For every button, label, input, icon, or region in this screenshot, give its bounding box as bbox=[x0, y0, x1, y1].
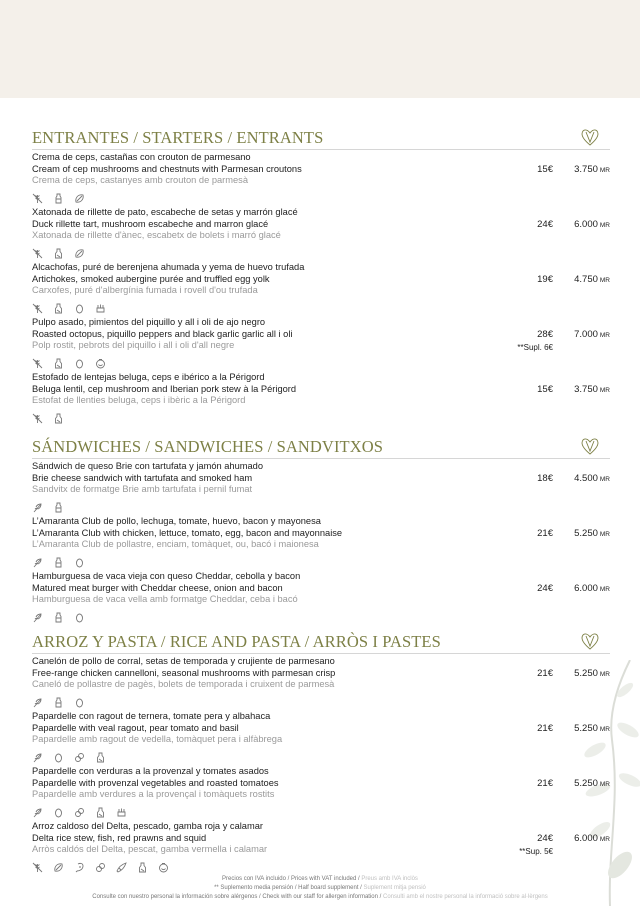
dish-name-en: Papardelle with provenzal vegetables and roasted tomatoes bbox=[32, 777, 279, 788]
allergen-icons bbox=[32, 358, 106, 370]
dish-name-ca: L’Amaranta Club de pollastre, enciam, tomàquet, ou, bacó i maionesa bbox=[32, 539, 319, 550]
menu-section bbox=[32, 437, 610, 626]
price: 21€ bbox=[537, 778, 553, 789]
gluten-icon bbox=[32, 557, 43, 568]
allergen-icons bbox=[32, 697, 85, 709]
gluten-crossed-icon bbox=[32, 862, 43, 873]
footer bbox=[0, 875, 640, 902]
mr-points bbox=[574, 219, 610, 232]
dish-name-en: Duck rillette tart, mushroom escabeche and marron glacé bbox=[32, 218, 269, 229]
allergen-icons bbox=[32, 303, 106, 315]
mr-value: 6.000 bbox=[574, 219, 598, 230]
price: 21€ bbox=[537, 668, 553, 679]
dish-name-en: Delta rice stew, fish, red prawns and squid bbox=[32, 832, 207, 843]
soy-icon bbox=[95, 862, 106, 873]
sulphites-icon bbox=[53, 303, 64, 314]
dish-name-es: L’Amaranta Club de pollo, lechuga, tomate, huevo, bacon y mayonesa bbox=[32, 516, 321, 526]
dish-name-ca: Xatonada de rillette d'ànec, escabetx de bolets i marró glacé bbox=[32, 230, 281, 241]
gluten-crossed-icon bbox=[32, 413, 43, 424]
mr-unit: MR bbox=[599, 531, 610, 538]
menu-item bbox=[32, 656, 610, 711]
dish-name-ca: Sandvitx de formatge Brie amb tartufata i pernil fumat bbox=[32, 484, 253, 495]
celery-icon bbox=[95, 303, 106, 314]
egg-icon bbox=[74, 303, 85, 314]
dish-name-es: Papardelle con verduras a la provenzal y tomates asados bbox=[32, 766, 269, 776]
mr-unit: MR bbox=[599, 586, 610, 593]
soy-icon bbox=[74, 807, 85, 818]
price: 21€ bbox=[537, 723, 553, 734]
price: 24€ bbox=[537, 583, 553, 594]
egg-icon bbox=[74, 612, 85, 623]
price: 19€ bbox=[537, 274, 553, 285]
mr-points bbox=[574, 778, 610, 791]
dish-name-es: Hamburguesa de vaca vieja con queso Cheddar, cebolla y bacon bbox=[32, 571, 301, 581]
dish-name-es: Pulpo asado, pimientos del piquillo y all i oli de ajo negro bbox=[32, 317, 266, 327]
dairy-icon bbox=[53, 557, 64, 568]
nuts-icon bbox=[53, 862, 64, 873]
dish-name-es: Estofado de lentejas beluga, ceps e ibérico a la Périgord bbox=[32, 372, 265, 382]
dish-name-ca: Carxofes, puré d'albergínia fumada i rovell d'ou trufada bbox=[32, 285, 258, 296]
dish-name-ca: Estofat de llenties beluga, ceps i ibèric a la Périgord bbox=[32, 395, 246, 406]
footer-supplement-ca: Suplement mitja pensió bbox=[363, 885, 426, 891]
mr-unit: MR bbox=[599, 836, 610, 843]
dish-name-es: Papardelle con ragout de ternera, tomate pera y albahaca bbox=[32, 711, 271, 721]
dish-name-ca: Caneló de pollastre de pagès, bolets de temporada i cruixent de parmesà bbox=[32, 679, 335, 690]
mr-unit: MR bbox=[599, 387, 610, 394]
mr-points bbox=[574, 329, 610, 342]
dish-name-en: Artichokes, smoked aubergine purée and truffled egg yolk bbox=[32, 273, 270, 284]
egg-icon bbox=[53, 752, 64, 763]
allergen-icons bbox=[32, 502, 64, 514]
allergen-icons bbox=[32, 557, 85, 569]
mr-unit: MR bbox=[599, 671, 610, 678]
price: 18€ bbox=[537, 473, 553, 484]
mr-value: 5.250 bbox=[574, 668, 598, 679]
section-title: SÁNDWICHES / SANDWICHES / SANDVITXOS bbox=[32, 437, 384, 456]
gluten-icon bbox=[32, 612, 43, 623]
price: 15€ bbox=[537, 164, 553, 175]
sulphites-icon bbox=[53, 413, 64, 424]
dish-name-ca: Crema de ceps, castanyes amb crouton de parmesà bbox=[32, 175, 249, 186]
menu-item bbox=[32, 571, 610, 626]
dairy-icon bbox=[53, 697, 64, 708]
soy-icon bbox=[74, 752, 85, 763]
sulphites-icon bbox=[95, 807, 106, 818]
sulphites-icon bbox=[95, 752, 106, 763]
price: 24€ bbox=[537, 219, 553, 230]
mr-points bbox=[574, 833, 610, 846]
price: 15€ bbox=[537, 384, 553, 395]
dish-name-es: Arroz caldoso del Delta, pescado, gamba roja y calamar bbox=[32, 821, 263, 831]
sulphites-icon bbox=[53, 358, 64, 369]
dairy-icon bbox=[53, 612, 64, 623]
allergen-icons bbox=[32, 193, 85, 205]
dish-name-en: Cream of cep mushrooms and chestnuts with Parmesan croutons bbox=[32, 163, 302, 174]
mr-points bbox=[574, 384, 610, 397]
menu-item bbox=[32, 262, 610, 317]
mr-points bbox=[574, 274, 610, 287]
celery-icon bbox=[116, 807, 127, 818]
gluten-icon bbox=[32, 502, 43, 513]
dish-name-en: Matured meat burger with Cheddar cheese, onion and bacon bbox=[32, 582, 283, 593]
mr-points bbox=[574, 723, 610, 736]
footer-supplement: ** Suplemento media pensión / Half board supplement / bbox=[214, 885, 362, 891]
mr-value: 3.750 bbox=[574, 164, 598, 175]
gluten-crossed-icon bbox=[32, 248, 43, 259]
allergen-icons bbox=[32, 413, 64, 425]
nuts-icon bbox=[74, 248, 85, 259]
menu-item bbox=[32, 317, 610, 372]
mr-unit: MR bbox=[599, 167, 610, 174]
dish-name-ca: Hamburguesa de vaca vella amb formatge Cheddar, ceba i bacó bbox=[32, 594, 298, 605]
dish-name-es: Canelón de pollo de corral, setas de temporada y crujiente de parmesano bbox=[32, 656, 335, 666]
mr-unit: MR bbox=[599, 277, 610, 284]
egg-icon bbox=[74, 697, 85, 708]
supplement: **Supl. 6€ bbox=[517, 343, 553, 352]
dish-name-ca: Polp rostit, pebrots del piquillo i all i oli d'all negre bbox=[32, 340, 235, 351]
fish-icon bbox=[116, 862, 127, 873]
egg-icon bbox=[74, 358, 85, 369]
allergen-icons bbox=[32, 807, 127, 819]
mr-unit: MR bbox=[599, 222, 610, 229]
brand-logo-icon bbox=[580, 437, 600, 455]
mr-value: 3.750 bbox=[574, 384, 598, 395]
mr-unit: MR bbox=[599, 476, 610, 483]
gluten-crossed-icon bbox=[32, 303, 43, 314]
sulphites-icon bbox=[137, 862, 148, 873]
mr-value: 4.750 bbox=[574, 274, 598, 285]
footer-vat: Precios con IVA incluido / Prices with VAT included / bbox=[222, 876, 360, 882]
mollusc-icon bbox=[158, 862, 169, 873]
section-header bbox=[32, 632, 610, 654]
crustacean-icon bbox=[74, 862, 85, 873]
menu-item bbox=[32, 821, 610, 876]
section-header bbox=[32, 437, 610, 459]
allergen-icons bbox=[32, 612, 85, 624]
egg-icon bbox=[53, 807, 64, 818]
gluten-icon bbox=[32, 697, 43, 708]
egg-icon bbox=[74, 557, 85, 568]
price: 24€ bbox=[537, 833, 553, 844]
mr-unit: MR bbox=[599, 781, 610, 788]
menu-item bbox=[32, 766, 610, 821]
section-header bbox=[32, 128, 610, 150]
price: 28€ bbox=[537, 329, 553, 340]
mr-value: 7.000 bbox=[574, 329, 598, 340]
mr-points bbox=[574, 668, 610, 681]
mr-value: 6.000 bbox=[574, 833, 598, 844]
allergen-icons bbox=[32, 752, 106, 764]
mr-unit: MR bbox=[599, 726, 610, 733]
gluten-crossed-icon bbox=[32, 193, 43, 204]
allergen-icons bbox=[32, 862, 169, 874]
mr-unit: MR bbox=[599, 332, 610, 339]
footer-allergens: Consulte con nuestro personal la información sobre alérgenos / Check with our staff for allergen information / bbox=[92, 894, 382, 900]
menu-item bbox=[32, 207, 610, 262]
nuts-icon bbox=[74, 193, 85, 204]
sulphites-icon bbox=[53, 248, 64, 259]
section-title: ARROZ Y PASTA / RICE AND PASTA / ARRÒS I PASTES bbox=[32, 632, 441, 651]
dish-name-en: Roasted octopus, piquillo peppers and black garlic garlic all i oli bbox=[32, 328, 293, 339]
mr-points bbox=[574, 583, 610, 596]
dairy-icon bbox=[53, 502, 64, 513]
menu-section bbox=[32, 632, 610, 876]
dish-name-ca: Arròs caldós del Delta, pescat, gamba vermella i calamar bbox=[32, 844, 268, 855]
mollusc-icon bbox=[95, 358, 106, 369]
menu-item bbox=[32, 711, 610, 766]
mr-points bbox=[574, 473, 610, 486]
gluten-icon bbox=[32, 752, 43, 763]
dish-name-en: Papardelle with veal ragout, pear tomato and basil bbox=[32, 722, 239, 733]
top-band bbox=[0, 0, 640, 98]
mr-value: 6.000 bbox=[574, 583, 598, 594]
mr-value: 5.250 bbox=[574, 778, 598, 789]
mr-value: 4.500 bbox=[574, 473, 598, 484]
menu-item bbox=[32, 372, 610, 427]
dish-name-en: Brie cheese sandwich with tartufata and smoked ham bbox=[32, 472, 253, 483]
allergen-icons bbox=[32, 248, 85, 260]
mr-value: 5.250 bbox=[574, 528, 598, 539]
supplement: **Sup. 5€ bbox=[519, 847, 553, 856]
mr-points bbox=[574, 164, 610, 177]
dish-name-en: Beluga lentil, cep mushroom and Iberian pork stew à la Périgord bbox=[32, 383, 297, 394]
price: 21€ bbox=[537, 528, 553, 539]
dish-name-es: Alcachofas, puré de berenjena ahumada y yema de huevo trufada bbox=[32, 262, 305, 272]
dish-name-en: Free-range chicken cannelloni, seasonal mushrooms with parmesan crisp bbox=[32, 667, 336, 678]
dish-name-es: Crema de ceps, castañas con crouton de parmesano bbox=[32, 152, 251, 162]
dairy-icon bbox=[53, 193, 64, 204]
gluten-crossed-icon bbox=[32, 358, 43, 369]
menu-item bbox=[32, 516, 610, 571]
menu-item bbox=[32, 152, 610, 207]
dish-name-ca: Papardelle amb ragout de vedella, tomàquet pera i alfàbrega bbox=[32, 734, 283, 745]
dish-name-ca: Papardelle amb verdures a la provençal i tomàquets rostits bbox=[32, 789, 275, 800]
menu-section bbox=[32, 128, 610, 427]
footer-vat-ca: Preus amb IVA inclòs bbox=[361, 876, 418, 882]
menu-item bbox=[32, 461, 610, 516]
brand-logo-icon bbox=[580, 128, 600, 146]
brand-logo-icon bbox=[580, 632, 600, 650]
mr-value: 5.250 bbox=[574, 723, 598, 734]
dish-name-es: Xatonada de rillette de pato, escabeche de setas y marrón glacé bbox=[32, 207, 298, 217]
footer-allergens-ca: Consulti amb el nostre personal la informació sobre al·lèrgens bbox=[382, 894, 548, 900]
dish-name-en: L’Amaranta Club with chicken, lettuce, tomato, egg, bacon and mayonnaise bbox=[32, 527, 343, 538]
gluten-icon bbox=[32, 807, 43, 818]
dish-name-es: Sándwich de queso Brie con tartufata y jamón ahumado bbox=[32, 461, 264, 471]
mr-points bbox=[574, 528, 610, 541]
section-title: ENTRANTES / STARTERS / ENTRANTS bbox=[32, 128, 324, 147]
